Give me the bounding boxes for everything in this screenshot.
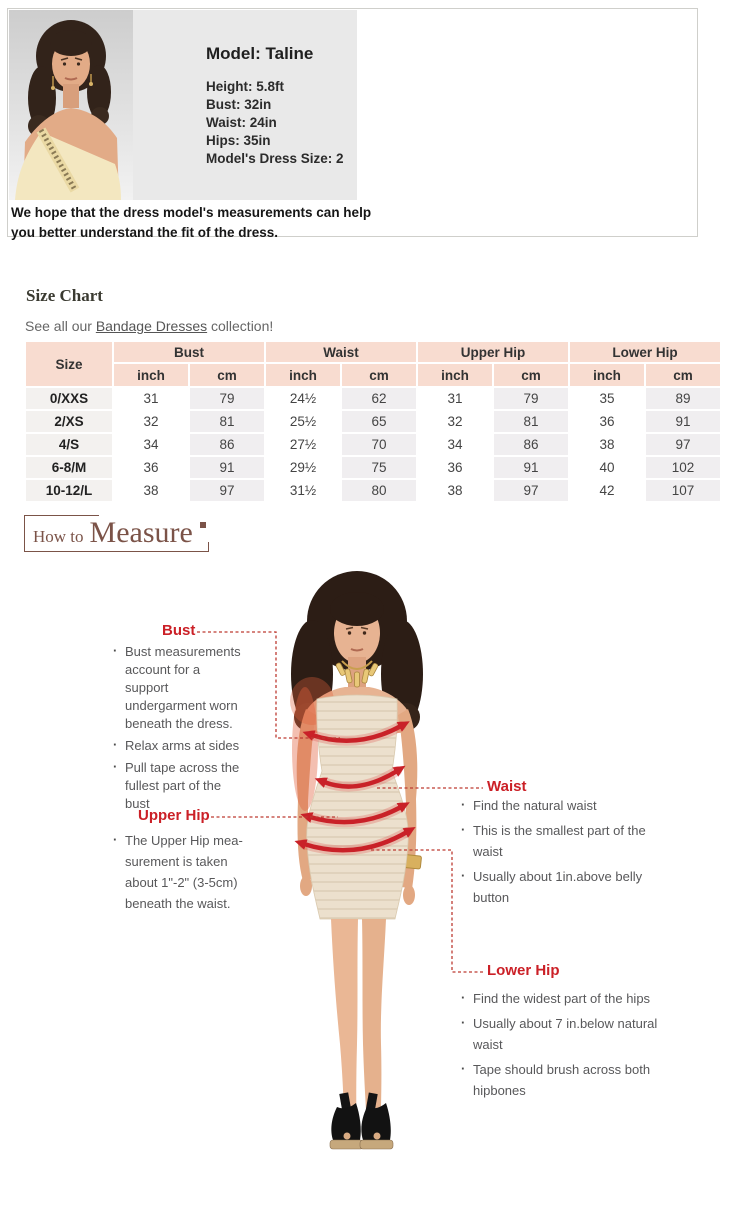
table-cell: 86 <box>494 434 568 455</box>
waist-bullet: · This is the smallest part of the waist <box>460 820 652 862</box>
bust-bullet: · Bust measurements account for a support undergarment worn beneath the dress. <box>112 643 245 733</box>
table-cell: 42 <box>570 480 644 501</box>
sub-header-inch: inch <box>570 364 644 386</box>
bandage-dresses-link[interactable]: Bandage Dresses <box>95 318 208 334</box>
table-cell: 24½ <box>266 388 340 409</box>
table-cell: 25½ <box>266 411 340 432</box>
table-row <box>26 434 720 455</box>
table-row <box>26 457 720 478</box>
table-cell: 62 <box>342 388 416 409</box>
lower-hip-bullet: · Find the widest part of the hips <box>460 988 662 1009</box>
sub-header-cm: cm <box>342 364 416 386</box>
table-cell: 97 <box>646 434 720 455</box>
table-row <box>26 388 720 409</box>
table-cell: 35 <box>570 388 644 409</box>
table-cell: 91 <box>646 411 720 432</box>
table-cell: 80 <box>342 480 416 501</box>
size-cell: 6-8/M <box>26 457 112 478</box>
table-cell: 36 <box>570 411 644 432</box>
upper-hip-instructions <box>112 830 246 918</box>
bust-instructions <box>112 643 245 817</box>
table-cell: 91 <box>190 457 264 478</box>
model-stat-height: Height: 5.8ft <box>206 79 285 94</box>
size-chart-intro <box>25 318 755 334</box>
table-cell: 79 <box>494 388 568 409</box>
table-cell: 65 <box>342 411 416 432</box>
intro-prefix: See all our <box>25 318 96 334</box>
waist-instructions <box>460 795 652 912</box>
col-header-waist: Waist <box>266 342 416 362</box>
waist-label: Waist <box>487 778 527 795</box>
table-cell: 81 <box>190 411 264 432</box>
bust-label: Bust <box>162 622 196 639</box>
table-cell: 36 <box>418 457 492 478</box>
lower-hip-bullet: · Tape should brush across both hipbones <box>460 1059 662 1101</box>
heading-measure: Measure <box>89 516 193 549</box>
table-cell: 31 <box>114 388 188 409</box>
table-cell: 86 <box>190 434 264 455</box>
bust-bullet: · Pull tape across the fullest part of the bust <box>112 759 245 813</box>
lower-hip-bullet: · Usually about 7 in.below natural waist <box>460 1013 662 1055</box>
table-cell: 38 <box>418 480 492 501</box>
col-header-size: Size <box>26 342 112 386</box>
table-cell: 81 <box>494 411 568 432</box>
model-info-box <box>7 8 698 240</box>
table-cell: 31 <box>418 388 492 409</box>
col-header-bust: Bust <box>114 342 264 362</box>
col-header-upper-hip: Upper Hip <box>418 342 568 362</box>
model-caption: We hope that the dress model's measurements can help you better understand the fit of the dress. <box>11 205 372 240</box>
table-cell: 27½ <box>266 434 340 455</box>
table-cell: 31½ <box>266 480 340 501</box>
table-cell: 29½ <box>266 457 340 478</box>
col-header-lower-hip: Lower Hip <box>570 342 720 362</box>
size-cell: 0/XXS <box>26 388 112 409</box>
table-cell: 91 <box>494 457 568 478</box>
model-stat-waist: Waist: 24in <box>206 115 277 130</box>
lower-hip-instructions <box>460 988 662 1105</box>
waist-bullet: · Find the natural waist <box>460 795 652 816</box>
measure-diagram <box>0 559 755 1206</box>
heading-tick-decoration <box>208 542 209 551</box>
table-cell: 97 <box>190 480 264 501</box>
table-cell: 70 <box>342 434 416 455</box>
table-cell: 102 <box>646 457 720 478</box>
model-name-title: Model: Taline <box>206 44 314 63</box>
model-stat-dress-size: Model's Dress Size: 2 <box>206 151 344 166</box>
table-cell: 32 <box>114 411 188 432</box>
size-chart-heading: Size Chart <box>26 286 103 305</box>
size-cell: 10-12/L <box>26 480 112 501</box>
table-cell: 75 <box>342 457 416 478</box>
size-chart-table <box>24 340 722 503</box>
table-cell: 97 <box>494 480 568 501</box>
table-row <box>26 411 720 432</box>
how-to-measure-heading <box>24 515 209 552</box>
sub-header-cm: cm <box>190 364 264 386</box>
table-cell: 36 <box>114 457 188 478</box>
table-cell: 40 <box>570 457 644 478</box>
table-row <box>26 480 720 501</box>
model-stat-hips: Hips: 35in <box>206 133 271 148</box>
size-cell: 2/XS <box>26 411 112 432</box>
intro-suffix: collection! <box>207 318 274 334</box>
table-cell: 89 <box>646 388 720 409</box>
sub-header-inch: inch <box>418 364 492 386</box>
heading-how-to: How to <box>33 527 84 546</box>
sub-header-cm: cm <box>494 364 568 386</box>
table-cell: 38 <box>570 434 644 455</box>
upper-hip-label: Upper Hip <box>138 807 210 824</box>
table-cell: 107 <box>646 480 720 501</box>
table-cell: 34 <box>418 434 492 455</box>
model-stat-bust: Bust: 32in <box>206 97 272 112</box>
table-cell: 38 <box>114 480 188 501</box>
upper-hip-bullet: · The Upper Hip mea-surement is taken about 1"-2" (3-5cm) beneath the waist. <box>112 830 246 914</box>
model-photo <box>9 10 133 200</box>
sub-header-inch: inch <box>266 364 340 386</box>
lower-hip-label: Lower Hip <box>487 962 560 979</box>
sub-header-cm: cm <box>646 364 720 386</box>
size-cell: 4/S <box>26 434 112 455</box>
table-cell: 34 <box>114 434 188 455</box>
model-info-panel <box>133 10 357 200</box>
sub-header-inch: inch <box>114 364 188 386</box>
waist-bullet: · Usually about 1in.above belly button <box>460 866 652 908</box>
table-cell: 79 <box>190 388 264 409</box>
bust-bullet: · Relax arms at sides <box>112 737 245 755</box>
table-cell: 32 <box>418 411 492 432</box>
